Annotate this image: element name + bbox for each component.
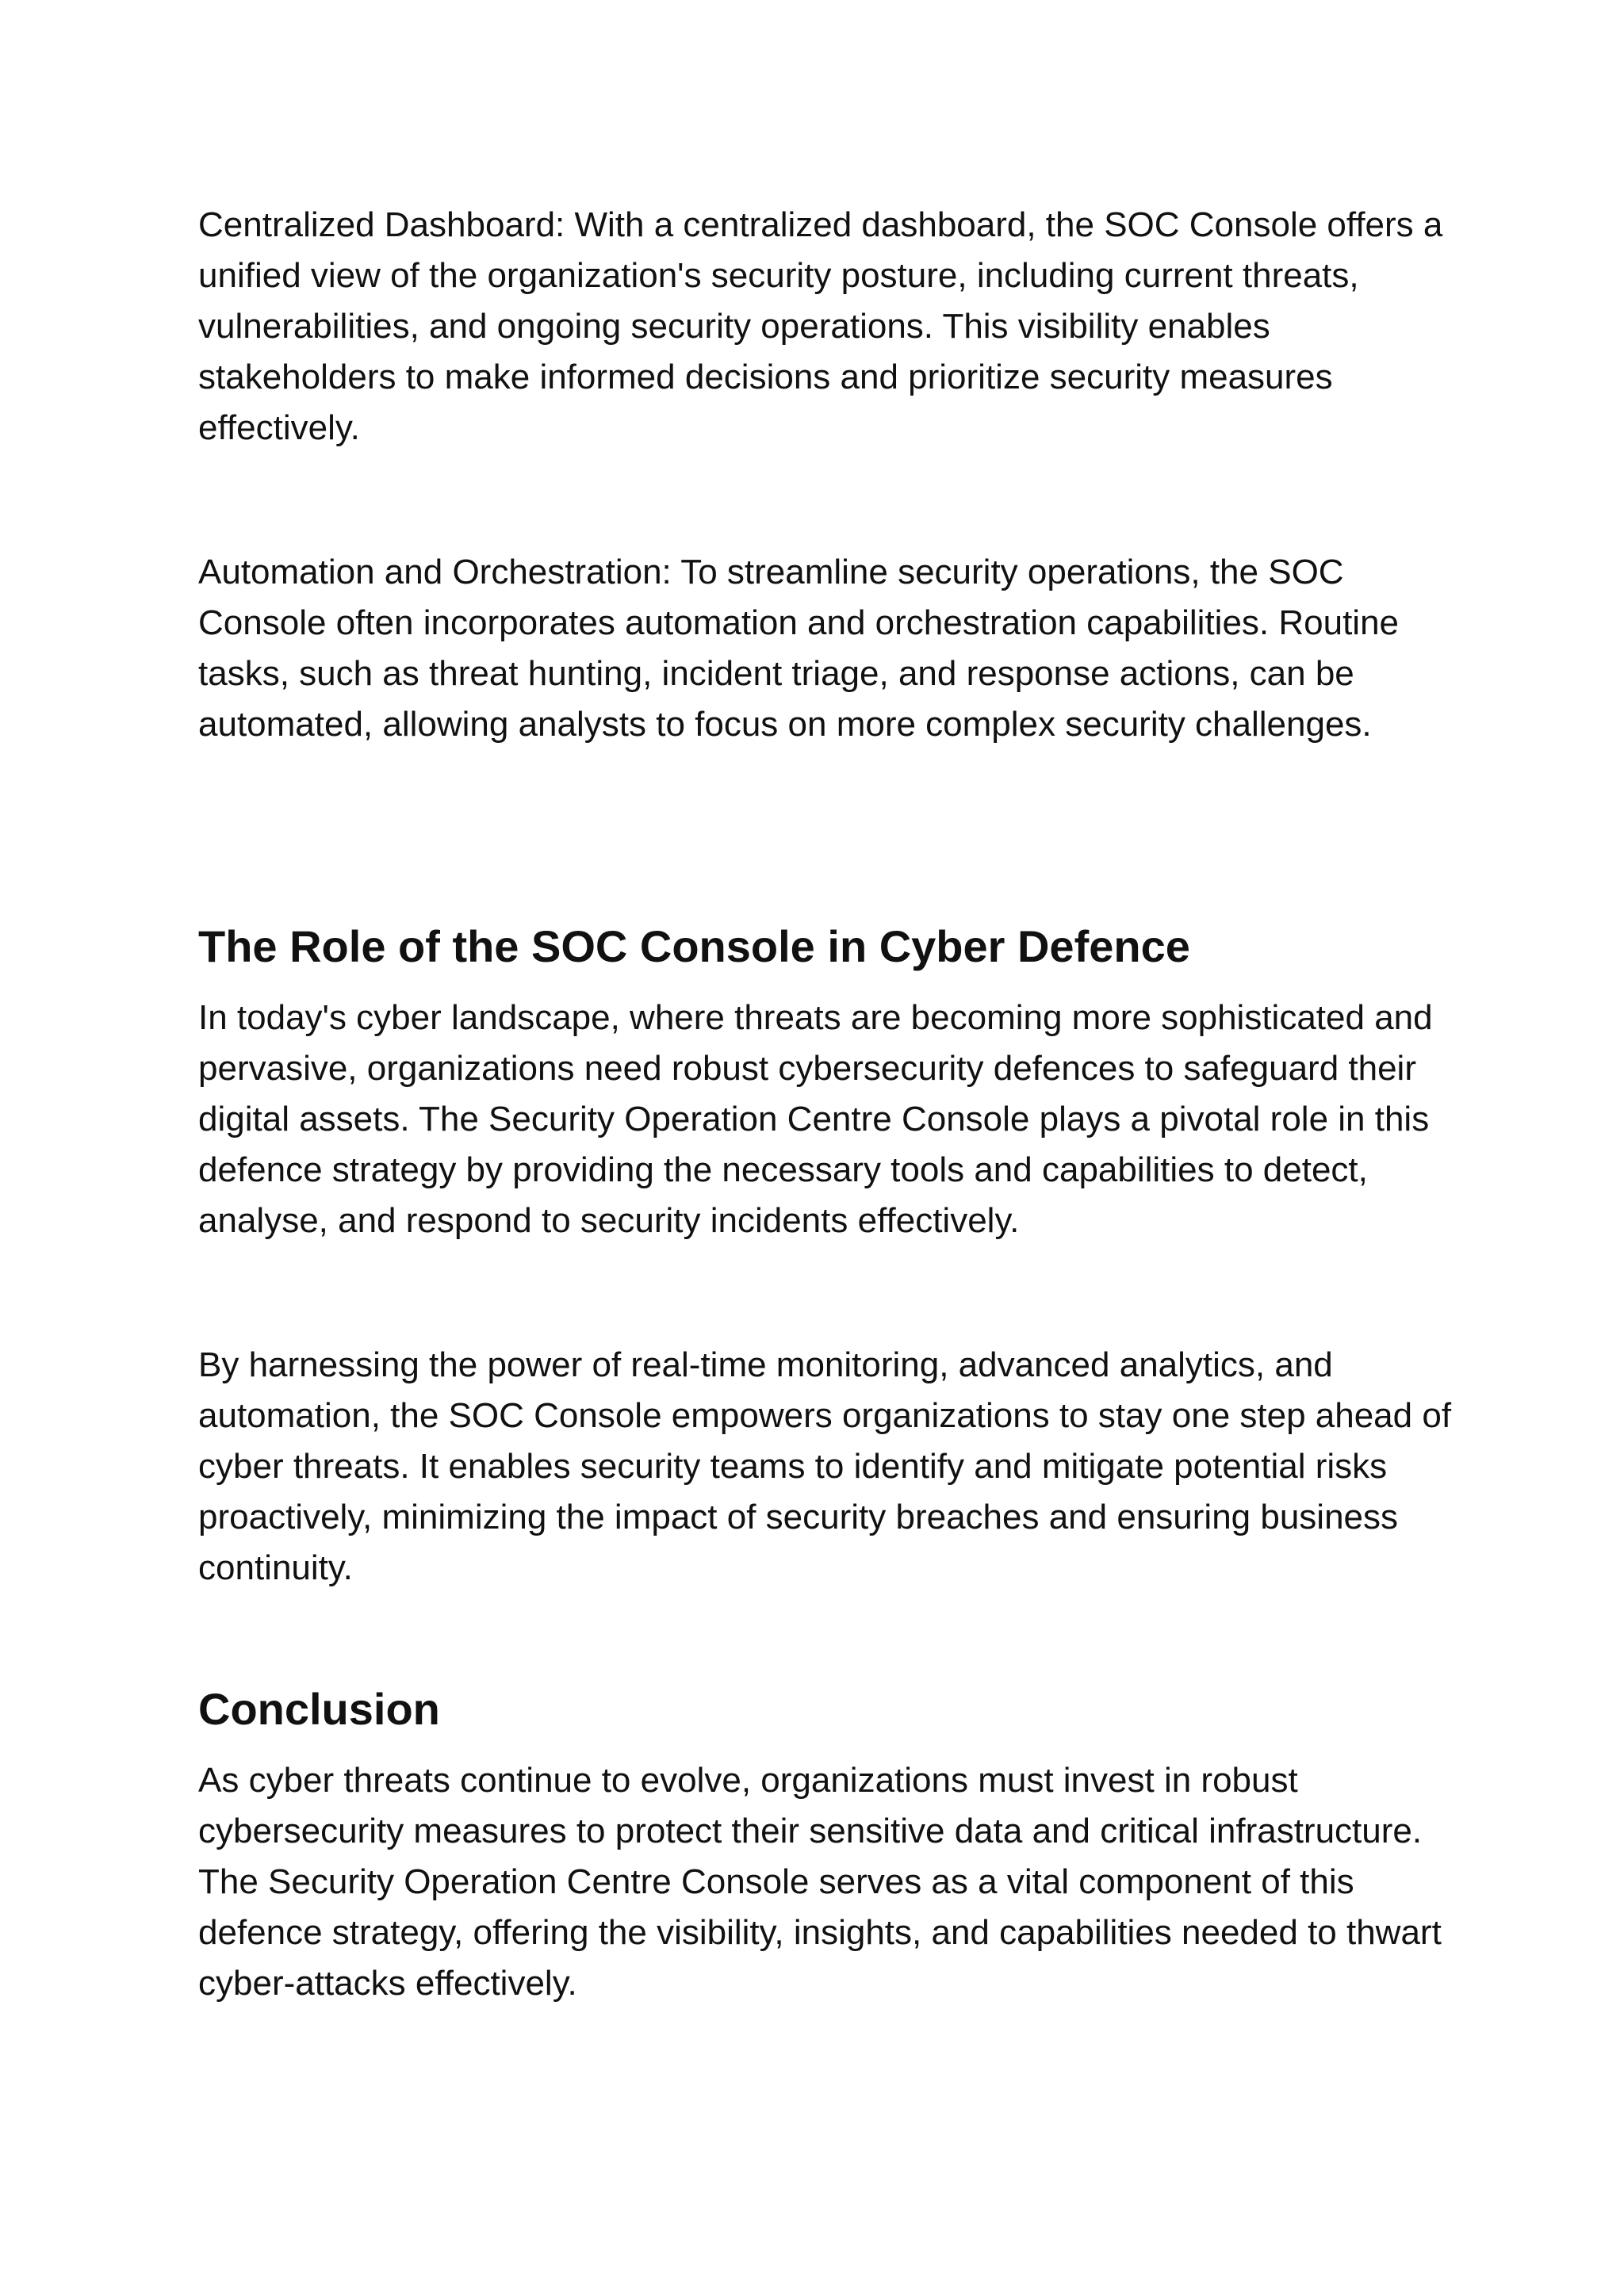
- paragraph-automation-orchestration: Automation and Orchestration: To streamline security operations, the SOC Console often incorporates automation and orchestration capabilities. Routine tasks, such as threat hunting, incident triage, and response actions, can be automated, allowing analysts to focus on more complex security challenges.: [198, 553, 1400, 744]
- paragraph-cyber-landscape: In today's cyber landscape, where threats are becoming more sophisticated and pervasive, organizations need robust cybersecurity defences to safeguard their digital assets. The Security Operation Centre Console plays a pivotal role in this defence strategy by providing the necessary tools and capabilities to detect, analyse, and respond to security incidents effectively.: [198, 998, 1433, 1240]
- document-content: [198, 200, 1459, 2009]
- section-heading-conclusion: Conclusion: [198, 1684, 440, 1734]
- paragraph-centralized-dashboard: Centralized Dashboard: With a centralized dashboard, the SOC Console offers a unified view of the organization's security posture, including current threats, vulnerabilities, and ongoing security operations. This visibility enables stakeholders to make informed decisions and prioritize security measures effectively.: [198, 205, 1443, 447]
- paragraph-harnessing-power: By harnessing the power of real-time monitoring, advanced analytics, and automation, the SOC Console empowers organizations to stay one step ahead of cyber threats. It enables security teams to identify and mitigate potential risks proactively, minimizing the impact of security breaches and ensuring business continuity.: [198, 1345, 1452, 1587]
- section-heading-role-of-soc-console: The Role of the SOC Console in Cyber Defence: [198, 921, 1190, 971]
- paragraph-conclusion: As cyber threats continue to evolve, organizations must invest in robust cybersecurity measures to protect their sensitive data and critical infrastructure. The Security Operation Centre Console serves as a vital component of this defence strategy, offering the visibility, insights, and capabilities needed to thwart cyber-attacks effectively.: [198, 1761, 1442, 2003]
